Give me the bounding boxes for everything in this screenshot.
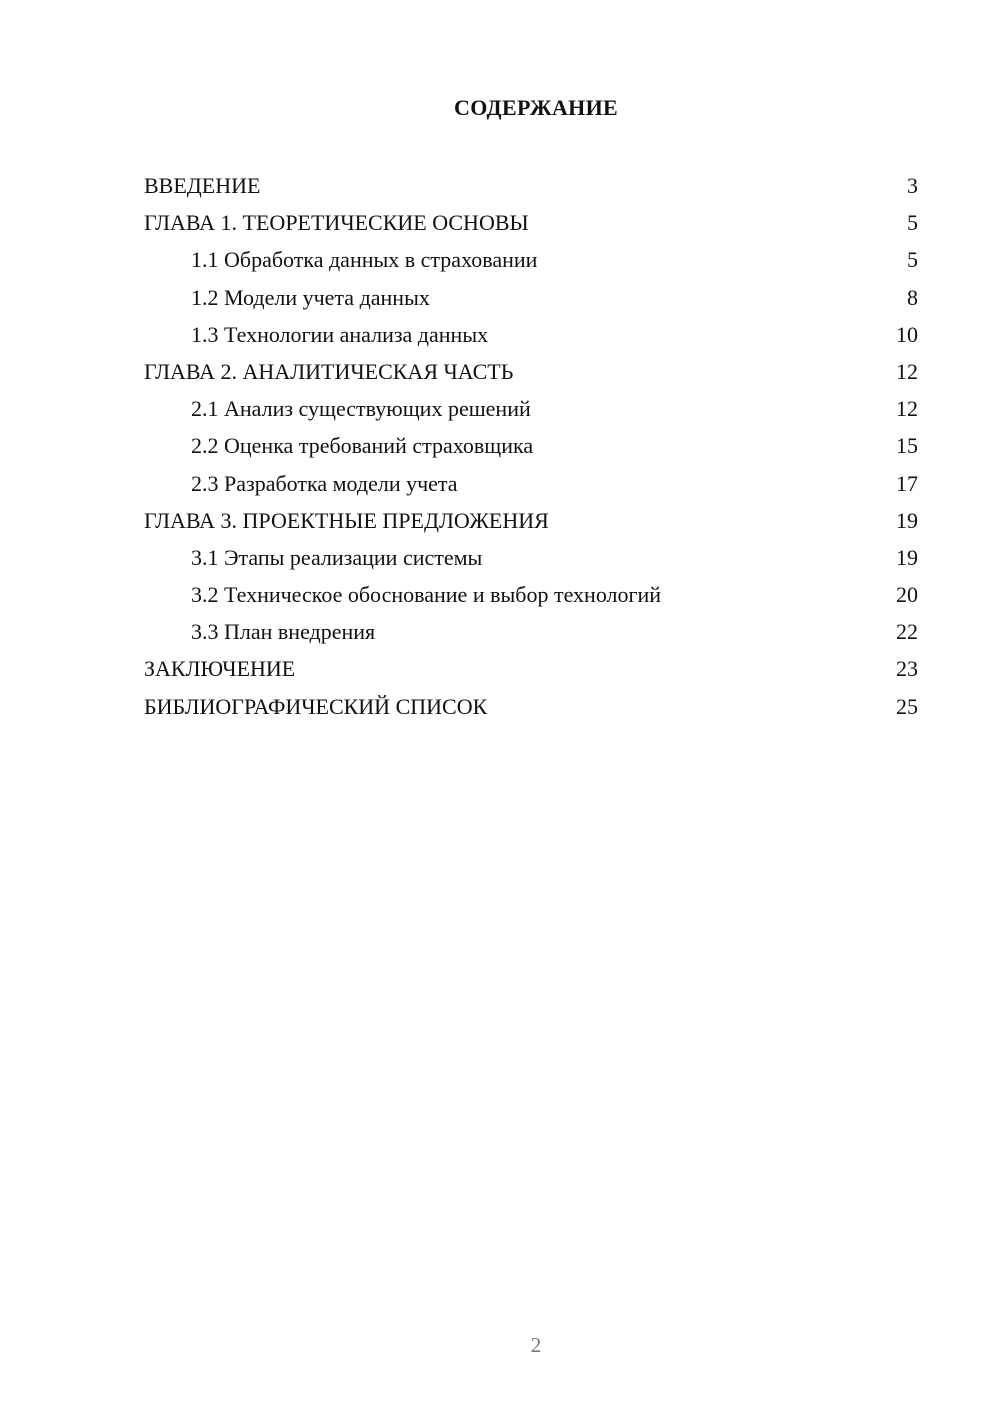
toc-entry-label: 2.1 Анализ существующих решений <box>191 396 531 422</box>
toc-entry-section-3-3[interactable] <box>144 613 918 650</box>
toc-entry-chapter-3[interactable] <box>144 502 918 539</box>
toc-entry-page: 15 <box>896 433 918 459</box>
toc-entry-label: ГЛАВА 2. АНАЛИТИЧЕСКАЯ ЧАСТЬ <box>144 358 514 384</box>
toc-entry-page: 17 <box>896 470 918 496</box>
toc-entry-section-2-3[interactable] <box>144 465 918 502</box>
toc-entry-label: 1.2 Модели учета данных <box>191 284 430 310</box>
toc-entry-section-3-1[interactable] <box>144 539 918 576</box>
toc-entry-section-3-2[interactable] <box>144 576 918 613</box>
toc-entry-introduction[interactable] <box>144 167 918 204</box>
toc-entry-label: ЗАКЛЮЧЕНИЕ <box>144 656 296 682</box>
toc-entry-page: 12 <box>896 396 918 422</box>
toc-entry-label: 3.1 Этапы реализации системы <box>191 544 483 570</box>
toc-entry-chapter-2[interactable] <box>144 353 918 390</box>
toc-entry-page: 25 <box>896 693 918 719</box>
toc-entry-label: БИБЛИОГРАФИЧЕСКИЙ СПИСОК <box>144 693 488 719</box>
toc-entry-section-2-2[interactable] <box>144 427 918 464</box>
toc-entry-page: 22 <box>896 619 918 645</box>
toc-entry-page: 5 <box>907 247 918 273</box>
toc-entry-page: 5 <box>907 210 918 236</box>
toc-entry-label: 1.1 Обработка данных в страховании <box>191 247 538 273</box>
toc-entry-section-1-1[interactable] <box>144 241 918 278</box>
toc-entry-label: 3.3 План внедрения <box>191 619 376 645</box>
toc-entry-page: 19 <box>896 544 918 570</box>
toc-entry-label: 3.2 Техническое обоснование и выбор технологий <box>191 582 662 608</box>
toc-entry-section-1-2[interactable] <box>144 279 918 316</box>
toc-entry-page: 12 <box>896 358 918 384</box>
toc-entry-section-2-1[interactable] <box>144 390 918 427</box>
toc-entry-page: 10 <box>896 321 918 347</box>
toc-entry-label: ГЛАВА 3. ПРОЕКТНЫЕ ПРЕДЛОЖЕНИЯ <box>144 507 549 533</box>
toc-entry-section-1-3[interactable] <box>144 316 918 353</box>
toc-entry-conclusion[interactable] <box>144 650 918 687</box>
toc-entry-page: 8 <box>907 284 918 310</box>
page-number: 2 <box>530 1333 542 1357</box>
toc-entry-label: 1.3 Технологии анализа данных <box>191 321 489 347</box>
page-title: СОДЕРЖАНИЕ <box>454 95 618 120</box>
toc-entry-page: 3 <box>907 173 918 198</box>
table-of-contents <box>144 167 918 725</box>
toc-entry-page: 23 <box>896 656 918 682</box>
toc-entry-page: 19 <box>896 507 918 533</box>
toc-entry-label: ГЛАВА 1. ТЕОРЕТИЧЕСКИЕ ОСНОВЫ <box>144 210 529 236</box>
toc-entry-page: 20 <box>896 582 918 608</box>
toc-entry-chapter-1[interactable] <box>144 204 918 241</box>
toc-entry-label: 2.3 Разработка модели учета <box>191 470 458 496</box>
toc-entry-label: ВВЕДЕНИЕ <box>144 173 261 198</box>
toc-entry-bibliography[interactable] <box>144 688 918 725</box>
toc-entry-label: 2.2 Оценка требований страховщика <box>191 433 534 459</box>
